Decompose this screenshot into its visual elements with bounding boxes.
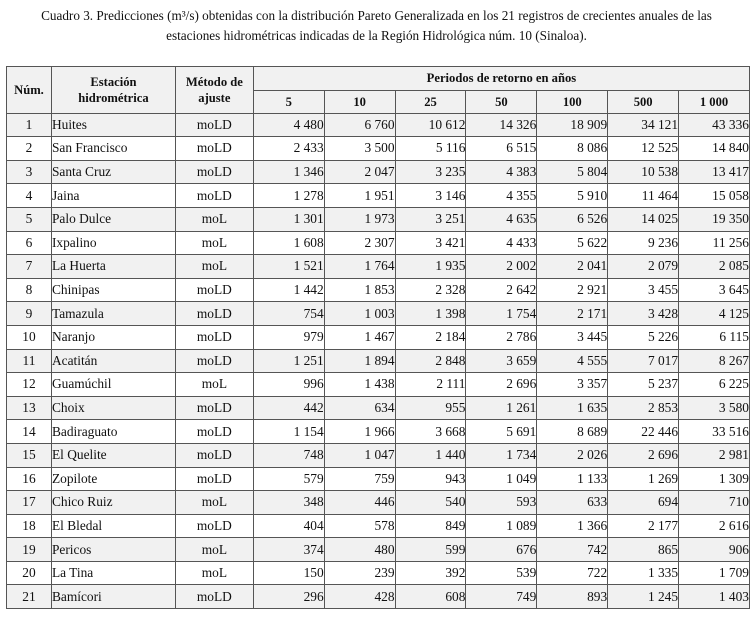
station-name: Bamícori <box>51 585 175 609</box>
station-name: Huites <box>51 113 175 137</box>
row-number: 17 <box>7 491 52 515</box>
fit-method: moL <box>175 255 253 279</box>
prediction-value: 3 146 <box>395 184 466 208</box>
fit-method: moLD <box>175 349 253 373</box>
header-station: Estación hidrométrica <box>51 67 175 114</box>
table-row <box>7 160 750 184</box>
row-number: 16 <box>7 467 52 491</box>
prediction-value: 2 307 <box>324 231 395 255</box>
prediction-value: 2 041 <box>537 255 608 279</box>
station-name: San Francisco <box>51 137 175 161</box>
fit-method: moLD <box>175 137 253 161</box>
table-row <box>7 443 750 467</box>
prediction-value: 3 659 <box>466 349 537 373</box>
row-number: 20 <box>7 561 52 585</box>
prediction-value: 2 184 <box>395 325 466 349</box>
prediction-value: 6 115 <box>679 325 750 349</box>
header-period-5: 5 <box>253 90 324 113</box>
prediction-value: 1 973 <box>324 207 395 231</box>
row-number: 5 <box>7 207 52 231</box>
prediction-value: 540 <box>395 491 466 515</box>
station-name: Choix <box>51 396 175 420</box>
prediction-value: 2 921 <box>537 278 608 302</box>
prediction-value: 579 <box>253 467 324 491</box>
fit-method: moLD <box>175 443 253 467</box>
prediction-value: 1 734 <box>466 443 537 467</box>
prediction-value: 1 467 <box>324 325 395 349</box>
row-number: 18 <box>7 514 52 538</box>
prediction-value: 722 <box>537 561 608 585</box>
prediction-value: 150 <box>253 561 324 585</box>
station-name: La Tina <box>51 561 175 585</box>
prediction-value: 2 616 <box>679 514 750 538</box>
prediction-value: 8 689 <box>537 420 608 444</box>
station-name: Zopilote <box>51 467 175 491</box>
prediction-value: 676 <box>466 538 537 562</box>
prediction-value: 1 403 <box>679 585 750 609</box>
prediction-value: 2 026 <box>537 443 608 467</box>
prediction-value: 849 <box>395 514 466 538</box>
prediction-value: 2 981 <box>679 443 750 467</box>
prediction-value: 4 125 <box>679 302 750 326</box>
prediction-value: 2 047 <box>324 160 395 184</box>
prediction-value: 1 335 <box>608 561 679 585</box>
prediction-value: 4 635 <box>466 207 537 231</box>
prediction-value: 608 <box>395 585 466 609</box>
prediction-value: 14 025 <box>608 207 679 231</box>
fit-method: moLD <box>175 585 253 609</box>
prediction-value: 1 133 <box>537 467 608 491</box>
predictions-table <box>6 66 750 609</box>
row-number: 21 <box>7 585 52 609</box>
prediction-value: 1 521 <box>253 255 324 279</box>
prediction-value: 1 764 <box>324 255 395 279</box>
fit-method: moLD <box>175 302 253 326</box>
table-row <box>7 184 750 208</box>
prediction-value: 2 177 <box>608 514 679 538</box>
prediction-value: 893 <box>537 585 608 609</box>
table-row <box>7 491 750 515</box>
table-row <box>7 514 750 538</box>
prediction-value: 2 171 <box>537 302 608 326</box>
prediction-value: 3 357 <box>537 373 608 397</box>
table-row <box>7 373 750 397</box>
prediction-value: 348 <box>253 491 324 515</box>
prediction-value: 5 226 <box>608 325 679 349</box>
station-name: El Quelite <box>51 443 175 467</box>
station-name: Chinipas <box>51 278 175 302</box>
prediction-value: 2 111 <box>395 373 466 397</box>
prediction-value: 6 515 <box>466 137 537 161</box>
prediction-value: 4 555 <box>537 349 608 373</box>
prediction-value: 442 <box>253 396 324 420</box>
prediction-value: 3 421 <box>395 231 466 255</box>
prediction-value: 578 <box>324 514 395 538</box>
row-number: 12 <box>7 373 52 397</box>
row-number: 19 <box>7 538 52 562</box>
table-row <box>7 231 750 255</box>
prediction-value: 1 635 <box>537 396 608 420</box>
prediction-value: 3 645 <box>679 278 750 302</box>
prediction-value: 2 696 <box>466 373 537 397</box>
prediction-value: 996 <box>253 373 324 397</box>
prediction-value: 634 <box>324 396 395 420</box>
prediction-value: 1 154 <box>253 420 324 444</box>
prediction-value: 5 691 <box>466 420 537 444</box>
table-header <box>7 67 750 114</box>
prediction-value: 14 840 <box>679 137 750 161</box>
prediction-value: 1 003 <box>324 302 395 326</box>
station-name: Guamúchil <box>51 373 175 397</box>
header-period-25: 25 <box>395 90 466 113</box>
station-name: Chico Ruiz <box>51 491 175 515</box>
prediction-value: 12 525 <box>608 137 679 161</box>
row-number: 6 <box>7 231 52 255</box>
table-row <box>7 302 750 326</box>
table-row <box>7 255 750 279</box>
fit-method: moLD <box>175 467 253 491</box>
prediction-value: 694 <box>608 491 679 515</box>
fit-method: moL <box>175 207 253 231</box>
prediction-value: 1 269 <box>608 467 679 491</box>
prediction-value: 404 <box>253 514 324 538</box>
prediction-value: 4 433 <box>466 231 537 255</box>
prediction-value: 1 261 <box>466 396 537 420</box>
prediction-value: 10 538 <box>608 160 679 184</box>
prediction-value: 539 <box>466 561 537 585</box>
fit-method: moLD <box>175 325 253 349</box>
prediction-value: 11 256 <box>679 231 750 255</box>
prediction-value: 9 236 <box>608 231 679 255</box>
table-row <box>7 396 750 420</box>
station-name: La Huerta <box>51 255 175 279</box>
prediction-value: 6 760 <box>324 113 395 137</box>
prediction-value: 2 085 <box>679 255 750 279</box>
prediction-value: 6 526 <box>537 207 608 231</box>
prediction-value: 593 <box>466 491 537 515</box>
prediction-value: 3 668 <box>395 420 466 444</box>
prediction-value: 1 047 <box>324 443 395 467</box>
prediction-value: 1 366 <box>537 514 608 538</box>
prediction-value: 480 <box>324 538 395 562</box>
prediction-value: 5 237 <box>608 373 679 397</box>
row-number: 8 <box>7 278 52 302</box>
fit-method: moLD <box>175 420 253 444</box>
prediction-value: 296 <box>253 585 324 609</box>
prediction-value: 1 853 <box>324 278 395 302</box>
prediction-value: 1 309 <box>679 467 750 491</box>
row-number: 10 <box>7 325 52 349</box>
prediction-value: 2 328 <box>395 278 466 302</box>
prediction-value: 1 278 <box>253 184 324 208</box>
row-number: 9 <box>7 302 52 326</box>
prediction-value: 1 894 <box>324 349 395 373</box>
prediction-value: 1 398 <box>395 302 466 326</box>
prediction-value: 943 <box>395 467 466 491</box>
prediction-value: 34 121 <box>608 113 679 137</box>
station-name: Ixpalino <box>51 231 175 255</box>
fit-method: moL <box>175 231 253 255</box>
fit-method: moL <box>175 373 253 397</box>
prediction-value: 1 709 <box>679 561 750 585</box>
prediction-value: 1 951 <box>324 184 395 208</box>
station-name: Santa Cruz <box>51 160 175 184</box>
fit-method: moLD <box>175 160 253 184</box>
prediction-value: 1 251 <box>253 349 324 373</box>
prediction-value: 749 <box>466 585 537 609</box>
table-row <box>7 561 750 585</box>
prediction-value: 2 786 <box>466 325 537 349</box>
prediction-value: 1 442 <box>253 278 324 302</box>
prediction-value: 14 326 <box>466 113 537 137</box>
row-number: 15 <box>7 443 52 467</box>
station-name: Tamazula <box>51 302 175 326</box>
prediction-value: 1 049 <box>466 467 537 491</box>
table-caption <box>0 6 753 46</box>
header-period-1000: 1 000 <box>679 90 750 113</box>
prediction-value: 2 433 <box>253 137 324 161</box>
row-number: 4 <box>7 184 52 208</box>
station-name: Palo Dulce <box>51 207 175 231</box>
prediction-value: 5 804 <box>537 160 608 184</box>
prediction-value: 2 002 <box>466 255 537 279</box>
prediction-value: 3 251 <box>395 207 466 231</box>
prediction-value: 8 086 <box>537 137 608 161</box>
caption-line-2: estaciones hidrométricas indicadas de la Región Hidrológica núm. 10 (Sinaloa). <box>166 28 587 43</box>
prediction-value: 979 <box>253 325 324 349</box>
fit-method: moLD <box>175 514 253 538</box>
caption-line-1: Cuadro 3. Predicciones (m³/s) obtenidas con la distribución Pareto Generalizada en los 21 registros de crecientes anuales de las <box>41 8 712 23</box>
prediction-value: 1 754 <box>466 302 537 326</box>
prediction-value: 2 642 <box>466 278 537 302</box>
header-period-10: 10 <box>324 90 395 113</box>
prediction-value: 392 <box>395 561 466 585</box>
table-row <box>7 538 750 562</box>
row-number: 2 <box>7 137 52 161</box>
prediction-value: 19 350 <box>679 207 750 231</box>
prediction-value: 3 455 <box>608 278 679 302</box>
header-period-500: 500 <box>608 90 679 113</box>
prediction-value: 1 089 <box>466 514 537 538</box>
prediction-value: 8 267 <box>679 349 750 373</box>
table-body <box>7 113 750 608</box>
prediction-value: 3 428 <box>608 302 679 326</box>
fit-method: moLD <box>175 184 253 208</box>
prediction-value: 2 079 <box>608 255 679 279</box>
prediction-value: 748 <box>253 443 324 467</box>
prediction-value: 43 336 <box>679 113 750 137</box>
row-number: 11 <box>7 349 52 373</box>
prediction-value: 6 225 <box>679 373 750 397</box>
prediction-value: 5 622 <box>537 231 608 255</box>
prediction-value: 759 <box>324 467 395 491</box>
prediction-value: 11 464 <box>608 184 679 208</box>
row-number: 13 <box>7 396 52 420</box>
fit-method: moLD <box>175 113 253 137</box>
station-name: Acatitán <box>51 349 175 373</box>
prediction-value: 3 235 <box>395 160 466 184</box>
prediction-value: 1 346 <box>253 160 324 184</box>
table-row <box>7 349 750 373</box>
fit-method: moLD <box>175 278 253 302</box>
row-number: 1 <box>7 113 52 137</box>
prediction-value: 13 417 <box>679 160 750 184</box>
table-row <box>7 325 750 349</box>
station-name: Jaina <box>51 184 175 208</box>
station-name: Badiraguato <box>51 420 175 444</box>
prediction-value: 2 848 <box>395 349 466 373</box>
table-row <box>7 207 750 231</box>
header-period-50: 50 <box>466 90 537 113</box>
prediction-value: 5 910 <box>537 184 608 208</box>
prediction-value: 2 853 <box>608 396 679 420</box>
table-row <box>7 585 750 609</box>
prediction-value: 10 612 <box>395 113 466 137</box>
prediction-value: 1 438 <box>324 373 395 397</box>
station-name: El Bledal <box>51 514 175 538</box>
prediction-value: 1 966 <box>324 420 395 444</box>
header-num: Núm. <box>7 67 52 114</box>
table-row <box>7 278 750 302</box>
row-number: 14 <box>7 420 52 444</box>
prediction-value: 906 <box>679 538 750 562</box>
station-name: Naranjo <box>51 325 175 349</box>
prediction-value: 955 <box>395 396 466 420</box>
fit-method: moL <box>175 561 253 585</box>
prediction-value: 18 909 <box>537 113 608 137</box>
fit-method: moL <box>175 491 253 515</box>
prediction-value: 33 516 <box>679 420 750 444</box>
prediction-value: 1 301 <box>253 207 324 231</box>
prediction-value: 4 383 <box>466 160 537 184</box>
station-name: Pericos <box>51 538 175 562</box>
prediction-value: 1 440 <box>395 443 466 467</box>
prediction-value: 1 608 <box>253 231 324 255</box>
prediction-value: 865 <box>608 538 679 562</box>
table-row <box>7 113 750 137</box>
prediction-value: 2 696 <box>608 443 679 467</box>
prediction-value: 754 <box>253 302 324 326</box>
prediction-value: 599 <box>395 538 466 562</box>
prediction-value: 710 <box>679 491 750 515</box>
prediction-value: 633 <box>537 491 608 515</box>
row-number: 3 <box>7 160 52 184</box>
prediction-value: 4 355 <box>466 184 537 208</box>
prediction-value: 1 935 <box>395 255 466 279</box>
header-method: Método de ajuste <box>175 67 253 114</box>
prediction-value: 1 245 <box>608 585 679 609</box>
prediction-value: 22 446 <box>608 420 679 444</box>
prediction-value: 446 <box>324 491 395 515</box>
row-number: 7 <box>7 255 52 279</box>
header-period-100: 100 <box>537 90 608 113</box>
fit-method: moLD <box>175 396 253 420</box>
prediction-value: 5 116 <box>395 137 466 161</box>
prediction-value: 3 580 <box>679 396 750 420</box>
prediction-value: 3 445 <box>537 325 608 349</box>
prediction-value: 239 <box>324 561 395 585</box>
prediction-value: 428 <box>324 585 395 609</box>
prediction-value: 3 500 <box>324 137 395 161</box>
prediction-value: 742 <box>537 538 608 562</box>
prediction-value: 374 <box>253 538 324 562</box>
prediction-value: 4 480 <box>253 113 324 137</box>
table-row <box>7 420 750 444</box>
prediction-value: 15 058 <box>679 184 750 208</box>
fit-method: moL <box>175 538 253 562</box>
table-row <box>7 137 750 161</box>
prediction-value: 7 017 <box>608 349 679 373</box>
header-periods-title: Periodos de retorno en años <box>253 67 749 91</box>
table-row <box>7 467 750 491</box>
